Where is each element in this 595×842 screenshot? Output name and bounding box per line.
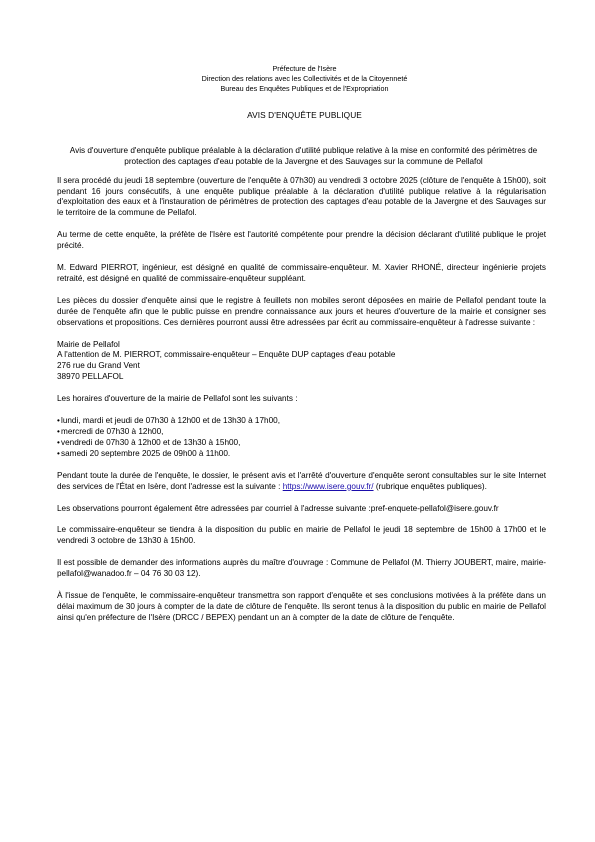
notice-subject: Avis d'ouverture d'enquête publique préalable à la déclaration d'utilité publique relative à la mise en conformité des périmètres de protection des captages d'eau potable de la Javergne et des Sauvages sur la commune de Pellafol [69, 145, 538, 166]
list-item: • samedi 20 septembre 2025 de 09h00 à 11h00. [57, 448, 231, 458]
direction-name: Direction des relations avec les Collectivités et de la Citoyenneté [201, 74, 408, 84]
address-line: Mairie de Pellafol [57, 339, 120, 349]
bullet-icon: • [57, 437, 60, 447]
paragraph-authority: Au terme de cette enquête, la préfète de l'Isère est l'autorité compétente pour prendre la décision déclarant d'utilité publique le projet précité. [57, 230, 546, 251]
list-item: • lundi, mardi et jeudi de 07h30 à 12h00 et de 13h30 à 17h00, [57, 416, 280, 426]
paragraph-documents: Les pièces du dossier d'enquête ainsi que le registre à feuillets non mobiles seront déposées en mairie de Pellafol pendant toute la durée de l'enquête afin que le public puisse en prendre connaissance aux jours et heures d'ouverture de la mairie et consigner ses observations et propositions. Ces dernières pourront aussi être adressées par écrit au commissaire-enquêteur à l'adresse suivante : [57, 295, 546, 327]
paragraph-commissioner: M. Edward PIERROT, ingénieur, est désigné en qualité de commissaire-enquêteur. M. Xavier RHONÉ, directeur ingénierie projets retraité, est désigné en qualité de commissaire-enquêteur suppléant. [57, 263, 546, 283]
paragraph-contact: Il est possible de demander des informations auprès du maître d'ouvrage : Commune de Pellafol (M. Thierry JOUBERT, maire, mairie-pellafol@wanadoo.fr – 04 76 30 03 12). [57, 558, 546, 579]
paragraph-opening-hours-intro: Les horaires d'ouverture de la mairie de Pellafol sont les suivants : [57, 394, 298, 404]
bullet-icon: • [57, 448, 60, 458]
list-item: • mercredi de 07h30 à 12h00, [57, 427, 164, 437]
opening-hours-list [57, 416, 546, 460]
postal-address [57, 340, 546, 384]
paragraph-report: À l'issue de l'enquête, le commissaire-enquêteur transmettra son rapport d'enquête et ses conclusions motivées à la préfète dans un délai maximum de 30 jours à compter de la date de clôture de l'enquête. Ils seront tenus à la disposition du public en mairie de Pellafol ainsi qu'en préfecture de l'Isère (DRCC / BEPEX) pendant un an à compter de la date de clôture de l'enquête. [57, 591, 546, 622]
notice-body [57, 176, 546, 624]
address-line: 38970 PELLAFOL [57, 372, 124, 382]
paragraph-email: Les observations pourront également être adressées par courriel à l'adresse suivante :pref-enquete-pellafol@isere.gouv.fr [57, 503, 499, 513]
prefecture-name: Préfecture de l'Isère [272, 64, 337, 73]
bureau-name: Bureau des Enquêtes Publiques et de l'Expropriation [220, 84, 389, 94]
prefecture-website-link[interactable]: https://www.isere.gouv.fr/ [282, 481, 374, 491]
address-line: A l'attention de M. PIERROT, commissaire-enquêteur – Enquête DUP captages d'eau potable [57, 350, 396, 360]
paragraph-permanences: Le commissaire-enquêteur se tiendra à la disposition du public en mairie de Pellafol le jeudi 18 septembre de 15h00 à 17h00 et le vendredi 3 octobre de 13h30 à 15h00. [57, 525, 546, 546]
paragraph-enquiry-dates: Il sera procédé du jeudi 18 septembre (ouverture de l'enquête à 07h30) au vendredi 3 octobre 2025 (clôture de l'enquête à 15h00), soit pendant 16 jours consécutifs, à une enquête publique préalable à la déclaration d'utilité publique relative à la régularisation d'exploitation des eaux et à l'instauration de périmètres de protection des captages d'eau potable de la Javergne et des Sauvages sur le territoire de la commune de Pellafol. [57, 175, 546, 218]
list-item: • vendredi de 07h30 à 12h00 et de 13h30 à 15h00, [57, 437, 241, 447]
issuer-header [63, 64, 546, 95]
address-line: 276 rue du Grand Vent [57, 361, 140, 371]
bullet-icon: • [57, 427, 60, 437]
paragraph-website: Pendant toute la durée de l'enquête, le dossier, le présent avis et l'arrêté d'ouverture d'enquête seront consultables sur le site Internet des services de l'État en Isère, dont l'adresse est la suivante : https://www.isere.gouv.fr/ (rubrique enquêtes publiques). [57, 470, 546, 491]
page-title: AVIS D'ENQUÊTE PUBLIQUE [247, 109, 362, 120]
bullet-icon: • [57, 416, 60, 426]
